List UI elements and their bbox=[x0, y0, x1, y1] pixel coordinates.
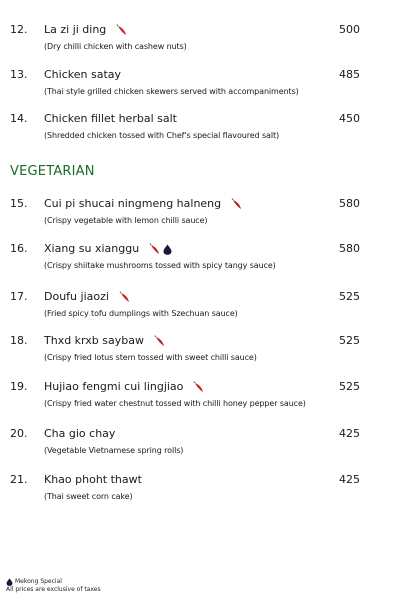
menu-item bbox=[0, 242, 400, 282]
menu-item bbox=[0, 334, 400, 374]
item-number: 12. bbox=[10, 23, 28, 36]
item-price: 580 bbox=[339, 242, 360, 255]
chili-icon bbox=[119, 291, 131, 303]
item-price: 525 bbox=[339, 334, 360, 347]
item-number: 19. bbox=[10, 380, 28, 393]
section-title-vegetarian: VEGETARIAN bbox=[10, 164, 95, 179]
item-price: 525 bbox=[339, 380, 360, 393]
item-price: 500 bbox=[339, 23, 360, 36]
item-name-text: La zi ji ding bbox=[44, 23, 107, 36]
chili-icon bbox=[154, 335, 166, 347]
chili-icon bbox=[149, 243, 161, 255]
item-description: (Crispy fried lotus stem tossed with sweet chilli sauce) bbox=[44, 353, 257, 362]
item-name bbox=[44, 242, 172, 256]
item-name bbox=[44, 290, 131, 304]
item-name-text: Khao phoht thawt bbox=[44, 473, 142, 486]
item-description: (Fried spicy tofu dumplings with Szechuan sauce) bbox=[44, 309, 238, 318]
item-name-text: Doufu jiaozi bbox=[44, 290, 109, 303]
item-description: (Crispy shiitake mushrooms tossed with spicy tangy sauce) bbox=[44, 261, 276, 270]
item-name bbox=[44, 197, 243, 211]
item-name-text: Cha gio chay bbox=[44, 427, 116, 440]
menu-item bbox=[0, 290, 400, 330]
item-name bbox=[44, 68, 121, 82]
item-name bbox=[44, 334, 166, 348]
mekong-special-icon bbox=[163, 244, 172, 255]
chili-icon bbox=[231, 198, 243, 210]
menu-item bbox=[0, 68, 400, 108]
menu-item bbox=[0, 197, 400, 237]
item-description: (Thai style grilled chicken skewers served with accompaniments) bbox=[44, 87, 299, 96]
item-price: 525 bbox=[339, 290, 360, 303]
item-name-text: Thxd krxb saybaw bbox=[44, 334, 144, 347]
item-description: (Shredded chicken tossed with Chef's special flavoured salt) bbox=[44, 131, 280, 140]
mekong-special-icon bbox=[6, 578, 13, 586]
item-number: 18. bbox=[10, 334, 28, 347]
menu-item bbox=[0, 23, 400, 63]
item-number: 15. bbox=[10, 197, 28, 210]
item-name-text: Chicken fillet herbal salt bbox=[44, 112, 177, 125]
item-description: (Vegetable Vietnamese spring rolls) bbox=[44, 446, 184, 455]
footer bbox=[6, 578, 101, 594]
item-name-text: Cui pi shucai ningmeng halneng bbox=[44, 197, 222, 210]
legend-label: Mekong Special bbox=[15, 578, 62, 585]
item-number: 16. bbox=[10, 242, 28, 255]
item-number: 21. bbox=[10, 473, 28, 486]
item-description: (Thai sweet corn cake) bbox=[44, 492, 133, 501]
item-price: 425 bbox=[339, 427, 360, 440]
chili-icon bbox=[116, 24, 128, 36]
menu-item bbox=[0, 380, 400, 420]
tax-note: All prices are exclusive of taxes bbox=[6, 586, 101, 593]
item-name bbox=[44, 427, 115, 441]
menu-item bbox=[0, 112, 400, 152]
item-number: 14. bbox=[10, 112, 28, 125]
item-description: (Crispy vegetable with lemon chilli sauce) bbox=[44, 216, 208, 225]
item-name bbox=[44, 112, 177, 126]
menu-item bbox=[0, 473, 400, 513]
item-price: 580 bbox=[339, 197, 360, 210]
item-number: 17. bbox=[10, 290, 28, 303]
item-name-text: Xiang su xianggu bbox=[44, 242, 140, 255]
menu-item bbox=[0, 427, 400, 467]
item-name bbox=[44, 473, 142, 487]
item-price: 485 bbox=[339, 68, 360, 81]
item-number: 13. bbox=[10, 68, 28, 81]
item-description: (Dry chilli chicken with cashew nuts) bbox=[44, 42, 187, 51]
item-price: 450 bbox=[339, 112, 360, 125]
item-name-text: Hujiao fengmi cui lingjiao bbox=[44, 380, 184, 393]
item-number: 20. bbox=[10, 427, 28, 440]
item-description: (Crispy fried water chestnut tossed with chilli honey pepper sauce) bbox=[44, 399, 306, 408]
item-price: 425 bbox=[339, 473, 360, 486]
item-name bbox=[44, 23, 128, 37]
item-name-text: Chicken satay bbox=[44, 68, 122, 81]
chili-icon bbox=[193, 381, 205, 393]
legend-mekong-special bbox=[6, 578, 101, 586]
item-name bbox=[44, 380, 205, 394]
